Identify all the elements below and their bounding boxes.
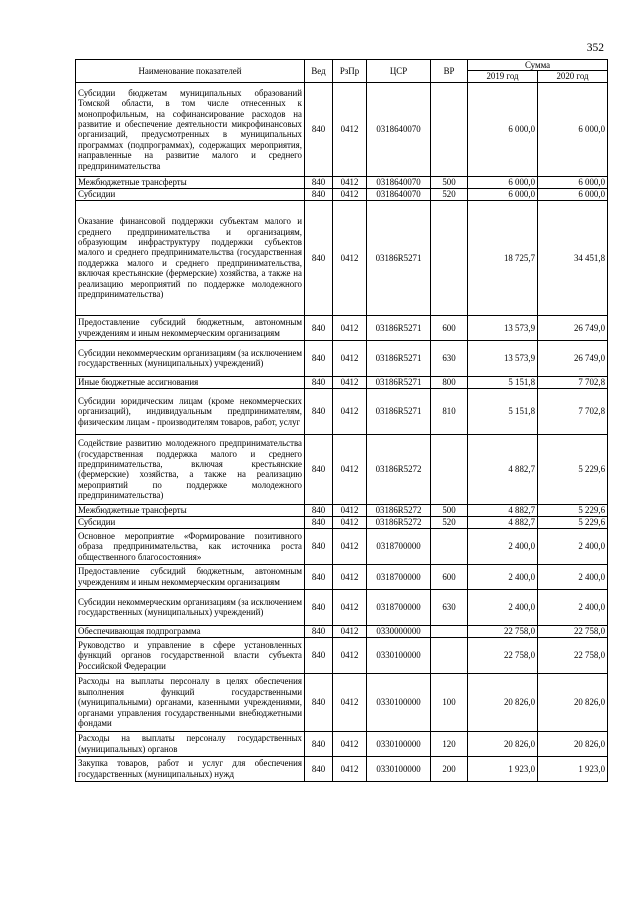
- table-body: [76, 82, 608, 781]
- table-row: [76, 315, 608, 340]
- row-2020-cell: 5 229,6: [538, 434, 608, 504]
- row-vr-cell: 500: [431, 504, 468, 516]
- row-ved-cell: 840: [305, 188, 333, 200]
- row-csr-cell: 03186R5271: [367, 200, 431, 315]
- row-name-cell: Закупка товаров, работ и услуг для обеспечения государственных (муниципальных) нужд: [76, 756, 305, 781]
- row-vr-cell: 800: [431, 376, 468, 388]
- row-2019-cell: 2 400,0: [468, 528, 538, 564]
- row-2020-cell: 2 400,0: [538, 564, 608, 589]
- row-rzpr-cell: 0412: [333, 434, 367, 504]
- row-ved-cell: 840: [305, 340, 333, 376]
- row-2019-cell: 1 923,0: [468, 756, 538, 781]
- row-ved-cell: 840: [305, 637, 333, 673]
- row-name-cell: Субсидии юридическим лицам (кроме некоммерческих организаций), индивидуальным предпринимателям, физическим лицам - производителям товаров, работ, услуг: [76, 388, 305, 434]
- row-2020-cell: 7 702,8: [538, 388, 608, 434]
- row-csr-cell: 0318640070: [367, 82, 431, 176]
- row-2019-cell: 20 826,0: [468, 731, 538, 756]
- row-2019-cell: 4 882,7: [468, 504, 538, 516]
- row-2020-cell: 7 702,8: [538, 376, 608, 388]
- row-2020-cell: 26 749,0: [538, 340, 608, 376]
- header-year-2020: 2020 год: [538, 71, 608, 82]
- row-vr-cell: 630: [431, 340, 468, 376]
- row-csr-cell: 0318700000: [367, 589, 431, 625]
- row-vr-cell: 810: [431, 388, 468, 434]
- row-vr-cell: 100: [431, 673, 468, 731]
- row-name-cell: Предоставление субсидий бюджетным, автономным учреждениям и иным некоммерческим организациям: [76, 315, 305, 340]
- table-row: [76, 376, 608, 388]
- row-vr-cell: [431, 528, 468, 564]
- row-ved-cell: 840: [305, 82, 333, 176]
- row-csr-cell: 03186R5272: [367, 434, 431, 504]
- row-rzpr-cell: 0412: [333, 176, 367, 188]
- header-vr: ВР: [431, 60, 468, 83]
- row-rzpr-cell: 0412: [333, 376, 367, 388]
- table-row: [76, 564, 608, 589]
- row-2019-cell: 2 400,0: [468, 564, 538, 589]
- table-row: [76, 516, 608, 528]
- row-csr-cell: 0318640070: [367, 188, 431, 200]
- row-ved-cell: 840: [305, 756, 333, 781]
- row-ved-cell: 840: [305, 673, 333, 731]
- table-row: [76, 625, 608, 637]
- row-2019-cell: 18 725,7: [468, 200, 538, 315]
- row-2019-cell: 4 882,7: [468, 516, 538, 528]
- row-csr-cell: 0330100000: [367, 673, 431, 731]
- table-row: [76, 188, 608, 200]
- row-name-cell: Субсидии некоммерческим организациям (за исключением государственных (муниципальных) учреждений): [76, 340, 305, 376]
- row-csr-cell: 0318700000: [367, 528, 431, 564]
- row-2019-cell: 22 758,0: [468, 637, 538, 673]
- row-2019-cell: 5 151,8: [468, 376, 538, 388]
- row-ved-cell: 840: [305, 176, 333, 188]
- row-2019-cell: 13 573,9: [468, 340, 538, 376]
- row-name-cell: Субсидии: [76, 188, 305, 200]
- row-rzpr-cell: 0412: [333, 589, 367, 625]
- row-ved-cell: 840: [305, 200, 333, 315]
- row-ved-cell: 840: [305, 504, 333, 516]
- row-name-cell: Расходы на выплаты персоналу в целях обеспечения выполнения функций государственными (муниципальными) органами, казенными учреждениями, органами управления государственными внебюджетными фондами: [76, 673, 305, 731]
- row-vr-cell: 120: [431, 731, 468, 756]
- row-vr-cell: [431, 625, 468, 637]
- row-ved-cell: 840: [305, 315, 333, 340]
- table-row: [76, 82, 608, 176]
- page-number: 352: [586, 42, 604, 54]
- row-2019-cell: 22 758,0: [468, 625, 538, 637]
- row-ved-cell: 840: [305, 589, 333, 625]
- table-row: [76, 340, 608, 376]
- row-vr-cell: 600: [431, 564, 468, 589]
- row-csr-cell: 0330100000: [367, 637, 431, 673]
- row-vr-cell: [431, 637, 468, 673]
- row-ved-cell: 840: [305, 625, 333, 637]
- row-ved-cell: 840: [305, 564, 333, 589]
- row-rzpr-cell: 0412: [333, 731, 367, 756]
- row-ved-cell: 840: [305, 516, 333, 528]
- row-csr-cell: 03186R5271: [367, 388, 431, 434]
- row-rzpr-cell: 0412: [333, 673, 367, 731]
- row-rzpr-cell: 0412: [333, 188, 367, 200]
- row-name-cell: Межбюджетные трансферты: [76, 504, 305, 516]
- table-row: [76, 528, 608, 564]
- row-name-cell: Оказание финансовой поддержки субъектам малого и среднего предпринимательства и организациям, образующим инфраструктуру поддержки субъектов малого и среднего предпринимательства (государственная поддержка малого и среднего предпринимательства, включая крестьянские (фермерские) хозяйства, а также на реализацию мероприятий по поддержке молодежного предпринимательства): [76, 200, 305, 315]
- row-2020-cell: 22 758,0: [538, 625, 608, 637]
- row-2020-cell: 5 229,6: [538, 504, 608, 516]
- row-csr-cell: 03186R5271: [367, 315, 431, 340]
- row-csr-cell: 03186R5271: [367, 340, 431, 376]
- row-2019-cell: 6 000,0: [468, 82, 538, 176]
- row-name-cell: Субсидии некоммерческим организациям (за исключением государственных (муниципальных) учреждений): [76, 589, 305, 625]
- row-ved-cell: 840: [305, 528, 333, 564]
- row-2019-cell: 6 000,0: [468, 176, 538, 188]
- row-name-cell: Основное мероприятие «Формирование позитивного образа предпринимательства, как источника роста общественного благосостояния»: [76, 528, 305, 564]
- header-csr: ЦСР: [367, 60, 431, 83]
- row-name-cell: Расходы на выплаты персоналу государственных (муниципальных) органов: [76, 731, 305, 756]
- row-name-cell: Межбюджетные трансферты: [76, 176, 305, 188]
- row-2020-cell: 6 000,0: [538, 188, 608, 200]
- header-sum: Сумма: [468, 60, 608, 71]
- row-rzpr-cell: 0412: [333, 504, 367, 516]
- row-2020-cell: 20 826,0: [538, 673, 608, 731]
- row-2019-cell: 20 826,0: [468, 673, 538, 731]
- row-csr-cell: 0318640070: [367, 176, 431, 188]
- row-vr-cell: [431, 434, 468, 504]
- row-vr-cell: 200: [431, 756, 468, 781]
- row-vr-cell: [431, 82, 468, 176]
- table-row: [76, 589, 608, 625]
- row-rzpr-cell: 0412: [333, 315, 367, 340]
- row-name-cell: Субсидии бюджетам муниципальных образований Томской области, в том числе отнесенных к монопрофильным, на софинансирование расходов на развитие и обеспечение деятельности микрофинансовых организаций, предусмотренных в муниципальных программах (подпрограммах), содержащих мероприятия, направленные на развитие малого и среднего предпринимательства: [76, 82, 305, 176]
- row-vr-cell: [431, 200, 468, 315]
- row-vr-cell: 520: [431, 188, 468, 200]
- row-csr-cell: 0330000000: [367, 625, 431, 637]
- table-row: [76, 756, 608, 781]
- row-rzpr-cell: 0412: [333, 340, 367, 376]
- row-2019-cell: 2 400,0: [468, 589, 538, 625]
- row-rzpr-cell: 0412: [333, 82, 367, 176]
- row-2020-cell: 20 826,0: [538, 731, 608, 756]
- table-row: [76, 434, 608, 504]
- row-csr-cell: 03186R5272: [367, 516, 431, 528]
- row-2020-cell: 26 749,0: [538, 315, 608, 340]
- row-ved-cell: 840: [305, 388, 333, 434]
- row-rzpr-cell: 0412: [333, 200, 367, 315]
- row-2019-cell: 6 000,0: [468, 188, 538, 200]
- table-row: [76, 673, 608, 731]
- header-rzpr: РзПр: [333, 60, 367, 83]
- row-name-cell: Руководство и управление в сфере установленных функций органов государственной власти субъекта Российской Федерации: [76, 637, 305, 673]
- row-ved-cell: 840: [305, 731, 333, 756]
- row-2020-cell: 2 400,0: [538, 528, 608, 564]
- table-row: [76, 388, 608, 434]
- row-csr-cell: 0330100000: [367, 731, 431, 756]
- header-name: Наименование показателей: [76, 60, 305, 83]
- row-rzpr-cell: 0412: [333, 637, 367, 673]
- row-csr-cell: 0318700000: [367, 564, 431, 589]
- row-2020-cell: 1 923,0: [538, 756, 608, 781]
- row-2019-cell: 4 882,7: [468, 434, 538, 504]
- row-rzpr-cell: 0412: [333, 388, 367, 434]
- row-csr-cell: 03186R5271: [367, 376, 431, 388]
- table-header: [76, 60, 608, 83]
- row-vr-cell: 600: [431, 315, 468, 340]
- table-row: [76, 731, 608, 756]
- row-2020-cell: 6 000,0: [538, 176, 608, 188]
- row-2020-cell: 22 758,0: [538, 637, 608, 673]
- row-2019-cell: 13 573,9: [468, 315, 538, 340]
- row-csr-cell: 0330100000: [367, 756, 431, 781]
- row-ved-cell: 840: [305, 376, 333, 388]
- table-row: [76, 637, 608, 673]
- row-name-cell: Субсидии: [76, 516, 305, 528]
- row-name-cell: Предоставление субсидий бюджетным, автономным учреждениям и иным некоммерческим организациям: [76, 564, 305, 589]
- header-ved: Вед: [305, 60, 333, 83]
- row-vr-cell: 520: [431, 516, 468, 528]
- row-vr-cell: 500: [431, 176, 468, 188]
- row-2020-cell: 2 400,0: [538, 589, 608, 625]
- row-2020-cell: 6 000,0: [538, 82, 608, 176]
- row-rzpr-cell: 0412: [333, 516, 367, 528]
- table-row: [76, 504, 608, 516]
- table-row: [76, 200, 608, 315]
- budget-table: [75, 59, 608, 782]
- row-rzpr-cell: 0412: [333, 528, 367, 564]
- row-name-cell: Содействие развитию молодежного предпринимательства (государственная поддержка малого и среднего предпринимательства, включая крестьянские (фермерские) хозяйства, а также на реализацию мероприятий по поддержке молодежного предпринимательства): [76, 434, 305, 504]
- row-csr-cell: 03186R5272: [367, 504, 431, 516]
- row-2020-cell: 34 451,8: [538, 200, 608, 315]
- row-name-cell: Обеспечивающая подпрограмма: [76, 625, 305, 637]
- header-year-2019: 2019 год: [468, 71, 538, 82]
- row-rzpr-cell: 0412: [333, 564, 367, 589]
- row-rzpr-cell: 0412: [333, 756, 367, 781]
- row-vr-cell: 630: [431, 589, 468, 625]
- table-row: [76, 176, 608, 188]
- row-2019-cell: 5 151,8: [468, 388, 538, 434]
- row-2020-cell: 5 229,6: [538, 516, 608, 528]
- row-rzpr-cell: 0412: [333, 625, 367, 637]
- row-ved-cell: 840: [305, 434, 333, 504]
- row-name-cell: Иные бюджетные ассигнования: [76, 376, 305, 388]
